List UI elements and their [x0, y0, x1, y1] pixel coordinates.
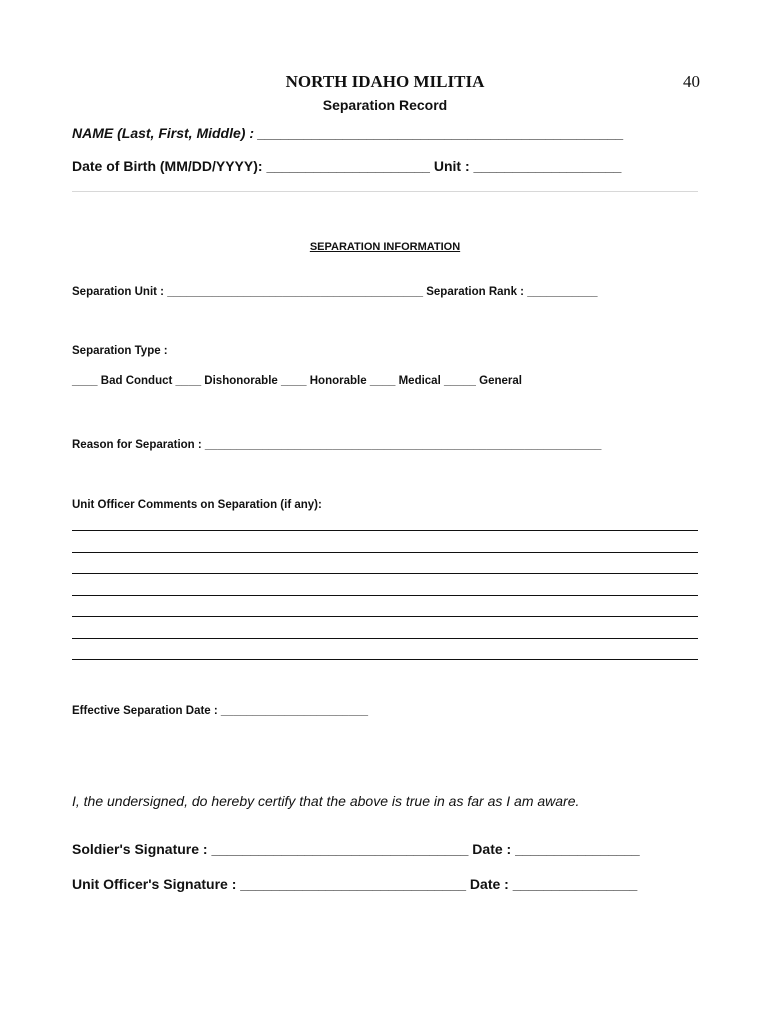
effective-date-field-line[interactable]: Effective Separation Date : _______________________ — [72, 705, 369, 717]
section-divider — [72, 191, 698, 192]
form-title: NORTH IDAHO MILITIA — [285, 72, 485, 91]
reason-field-line[interactable]: Reason for Separation : ______________________________________________________________ — [72, 439, 602, 451]
comment-line[interactable] — [72, 573, 698, 574]
comment-line[interactable] — [72, 530, 698, 531]
comment-line[interactable] — [72, 659, 698, 660]
comment-line[interactable] — [72, 595, 698, 596]
page-number: 40 — [683, 72, 700, 91]
comment-line[interactable] — [72, 616, 698, 617]
certification-statement: I, the undersigned, do hereby certify that the above is true in as far as I am aware. — [72, 793, 580, 809]
officer-signature-line[interactable]: Unit Officer's Signature : _____________________________ Date : ________________ — [72, 876, 638, 892]
form-subtitle: Separation Record — [322, 97, 448, 113]
comment-line[interactable] — [72, 638, 698, 639]
soldier-signature-line[interactable]: Soldier's Signature : _________________________________ Date : ________________ — [72, 841, 640, 857]
comments-lines[interactable] — [72, 530, 698, 681]
name-field-line[interactable]: NAME (Last, First, Middle) : _______________________________________________ — [72, 125, 624, 141]
comment-line[interactable] — [72, 552, 698, 553]
separation-unit-rank-line[interactable]: Separation Unit : ________________________________________ Separation Rank : ___________ — [72, 286, 598, 298]
separation-type-options[interactable]: ____ Bad Conduct ____ Dishonorable ____ Honorable ____ Medical _____ General — [72, 375, 522, 387]
separation-type-label: Separation Type : — [72, 345, 168, 357]
comments-label: Unit Officer Comments on Separation (if any): — [72, 499, 322, 511]
separation-section-title: SEPARATION INFORMATION — [309, 241, 461, 253]
dob-unit-field-line[interactable]: Date of Birth (MM/DD/YYYY): _____________________ Unit : ___________________ — [72, 158, 622, 174]
